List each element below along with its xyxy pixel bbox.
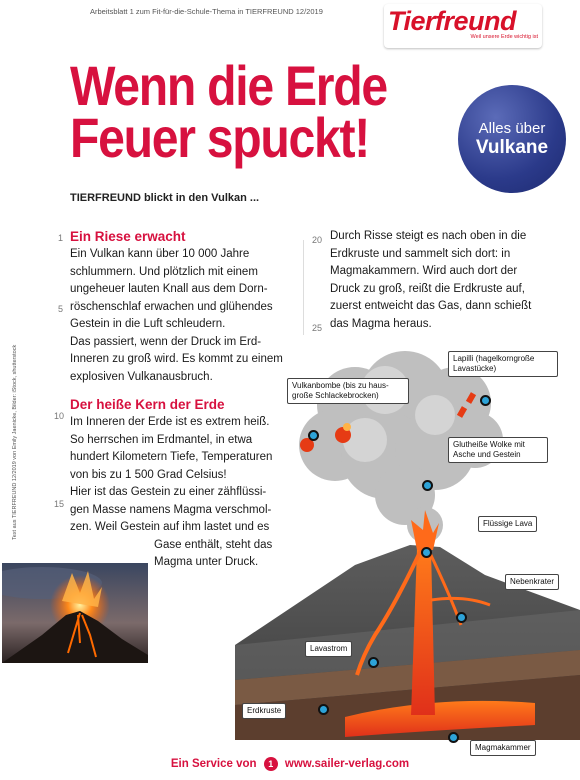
column-divider <box>303 240 309 335</box>
text-line: zuerst entweicht das Gas, dann schießt <box>330 300 532 312</box>
text-line: Das passiert, wenn der Druck im Erd- <box>70 335 262 348</box>
image-credit: Text aus TIERFREUND 12/2019 von Emily Jaenicke, Bilder: iStock, shutterstock <box>12 344 18 540</box>
text-line: So herrschen im Erdmantel, in etwa <box>70 433 253 446</box>
text-line: das Magma heraus. <box>330 317 432 330</box>
text-line: Erdkruste und sammelt sich dort: in <box>330 247 511 260</box>
text-line: Durch Risse steigt es nach oben in die <box>330 230 527 242</box>
footer-url[interactable]: www.sailer-verlag.com <box>284 758 410 771</box>
marker-erdkruste <box>318 704 329 715</box>
text-line: Inneren zu groß wird. Es kommt zu einem <box>70 353 283 365</box>
marker-magmakammer <box>448 732 459 743</box>
text-line: ungeheuer lauten Knall aus dem Dorn- <box>70 283 268 295</box>
label-lapilli: Lapilli (hagelkorngroße Lavastücke) <box>448 351 558 377</box>
footer <box>0 757 580 771</box>
text-line: Im Inneren der Erde ist es extrem heiß. <box>70 416 270 428</box>
text-line: Hier ist das Gestein zu einer zähflüssi- <box>70 486 267 498</box>
text-line: Gestein in die Luft schleudern. <box>70 318 226 330</box>
line-number-20: 20 <box>312 235 323 245</box>
marker-lava <box>421 547 432 558</box>
issue-line: Arbeitsblatt 1 zum Fit-für-die-Schule-Thema in TIERFREUND 12/2019 <box>90 7 323 16</box>
line-number-1: 1 <box>58 233 64 243</box>
label-erdkruste: Erdkruste <box>242 703 286 719</box>
text-line: Magma unter Druck. <box>154 556 259 568</box>
logo-tagline: Weil unsere Erde wichtig ist <box>470 34 538 40</box>
text-line: hundert Kilometern Tiefe, Temperaturen <box>70 451 273 463</box>
text-line: zen. Weil Gestein auf ihm lastet und es <box>70 521 270 533</box>
subtitle: TIERFREUND blickt in den Vulkan ... <box>70 192 260 204</box>
text-line: von bis zu 1 500 Grad Celsius! <box>70 468 227 481</box>
marker-vulkanbombe <box>308 430 319 441</box>
badge-line-2: Vulkane <box>475 137 549 158</box>
label-lavastrom: Lavastrom <box>305 641 352 657</box>
text-line: Magmakammern. Wird auch dort der <box>330 265 518 277</box>
volcano-diagram <box>235 345 580 740</box>
label-fluessige-lava: Flüssige Lava <box>478 516 537 532</box>
text-line: Ein Vulkan kann über 10 000 Jahre <box>70 248 250 260</box>
page-title <box>70 54 387 169</box>
logo-text: Tierfreund <box>388 6 517 36</box>
line-number-15: 15 <box>54 499 65 509</box>
marker-nebenkrater <box>456 612 467 623</box>
title-line-1: Wenn die Erde <box>70 54 387 117</box>
text-line: Gase enthält, steht das <box>154 538 273 551</box>
section-heading-kern: Der heiße Kern der Erde <box>70 397 225 412</box>
label-vulkanbombe: Vulkanbombe (bis zu haus-große Schlackebrocken) <box>287 378 409 404</box>
text-line: röschenschlaf erwachen und glühendes <box>70 300 273 313</box>
label-magmakammer: Magmakammer <box>470 740 536 756</box>
line-number-25: 25 <box>312 323 323 333</box>
line-number-5: 5 <box>58 304 64 314</box>
text-line: Druck zu groß, reißt die Erdkruste auf, <box>330 282 525 295</box>
marker-lavastrom <box>368 657 379 668</box>
topic-badge <box>458 85 566 193</box>
footer-prefix: Ein Service von <box>170 758 257 771</box>
tierfreund-logo[interactable] <box>384 4 542 48</box>
line-number-10: 10 <box>54 411 65 421</box>
sailer-logo-icon: 1 <box>264 757 278 771</box>
label-nebenkrater: Nebenkrater <box>505 574 559 590</box>
label-wolke: Glutheiße Wolke mit Asche und Gestein <box>448 437 548 463</box>
marker-wolke <box>422 480 433 491</box>
right-column <box>330 228 570 333</box>
text-line: explosiven Vulkanausbruch. <box>70 370 213 383</box>
section-heading-riese: Ein Riese erwacht <box>70 229 186 244</box>
title-line-2: Feuer spuckt! <box>70 106 370 169</box>
text-line: schlummern. Und plötzlich mit einem <box>70 265 258 278</box>
volcano-photo <box>2 563 148 663</box>
text-line: gen Masse namens Magma verschmol- <box>70 503 272 516</box>
marker-lapilli <box>480 395 491 406</box>
badge-line-1: Alles über <box>478 120 546 137</box>
